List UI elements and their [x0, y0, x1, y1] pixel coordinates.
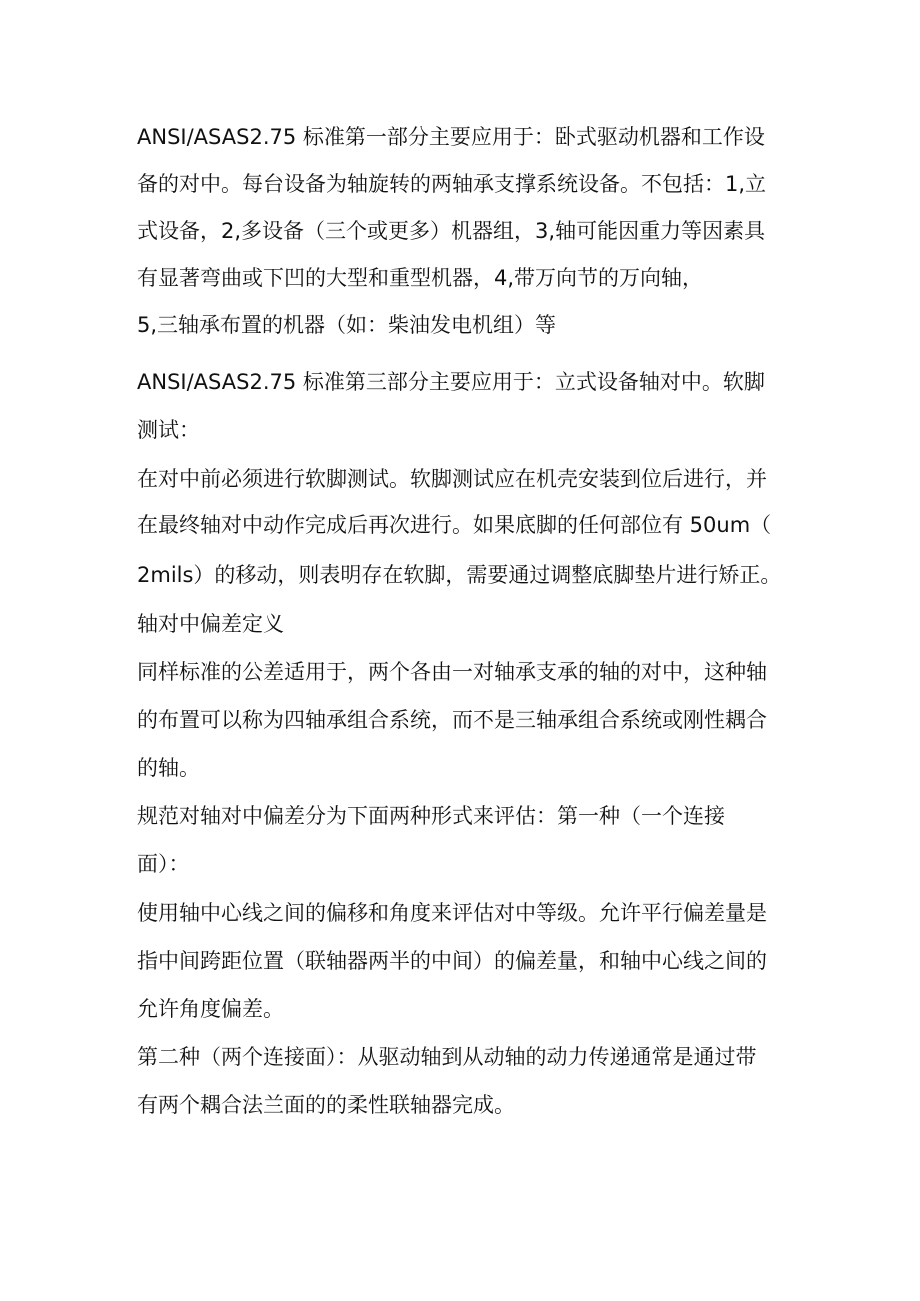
text-line: 面）： — [137, 852, 190, 876]
text-line: ANSI/ASAS2.75 标准第一部分主要应用于：卧式驱动机器和工作设 — [137, 125, 765, 149]
text-line: 第二种（两个连接面）：从驱动轴到从动轴的动力传递通常是通过带 — [137, 1045, 757, 1069]
text-line: ANSI/ASAS2.75 标准第三部分主要应用于：立式设备轴对中。软脚 — [137, 370, 765, 394]
text-line: 使用轴中心线之间的偏移和角度来评估对中等级。允许平行偏差量是 — [137, 901, 767, 925]
text-line: 的布置可以称为四轴承组合系统，而不是三轴承组合系统或刚性耦合 — [137, 708, 767, 732]
text-line: 在最终轴对中动作完成后再次进行。如果底脚的任何部位有 50um（ — [137, 513, 772, 537]
text-line: 测试： — [137, 418, 200, 442]
text-line: 有显著弯曲或下凹的大型和重型机器，4,带万向节的万向轴， — [137, 266, 704, 290]
text-line: 有两个耦合法兰面的的柔性联轴器完成。 — [137, 1093, 515, 1117]
text-line: 备的对中。每台设备为轴旋转的两轴承支撑系统设备。不包括：1,立 — [137, 172, 767, 196]
text-line: 式设备，2,多设备（三个或更多）机器组，3,轴可能因重力等因素具 — [137, 219, 766, 243]
text-line: 允许角度偏差。 — [137, 997, 284, 1021]
text-line: 的轴。 — [137, 756, 200, 780]
text-line: 5,三轴承布置的机器（如：柴油发电机组）等 — [137, 313, 557, 337]
text-line: 指中间跨距位置（联轴器两半的中间）的偏差量，和轴中心线之间的 — [137, 949, 767, 973]
text-line: 2mils）的移动，则表明存在软脚，需要通过调整底脚垫片进行矫正。 — [137, 563, 782, 587]
text-line: 轴对中偏差定义 — [137, 612, 284, 636]
text-line: 同样标准的公差适用于，两个各由一对轴承支承的轴的对中，这种轴 — [137, 660, 767, 684]
text-line: 在对中前必须进行软脚测试。软脚测试应在机壳安装到位后进行，并 — [137, 467, 767, 491]
text-line: 规范对轴对中偏差分为下面两种形式来评估：第一种（一个连接 — [137, 804, 725, 828]
